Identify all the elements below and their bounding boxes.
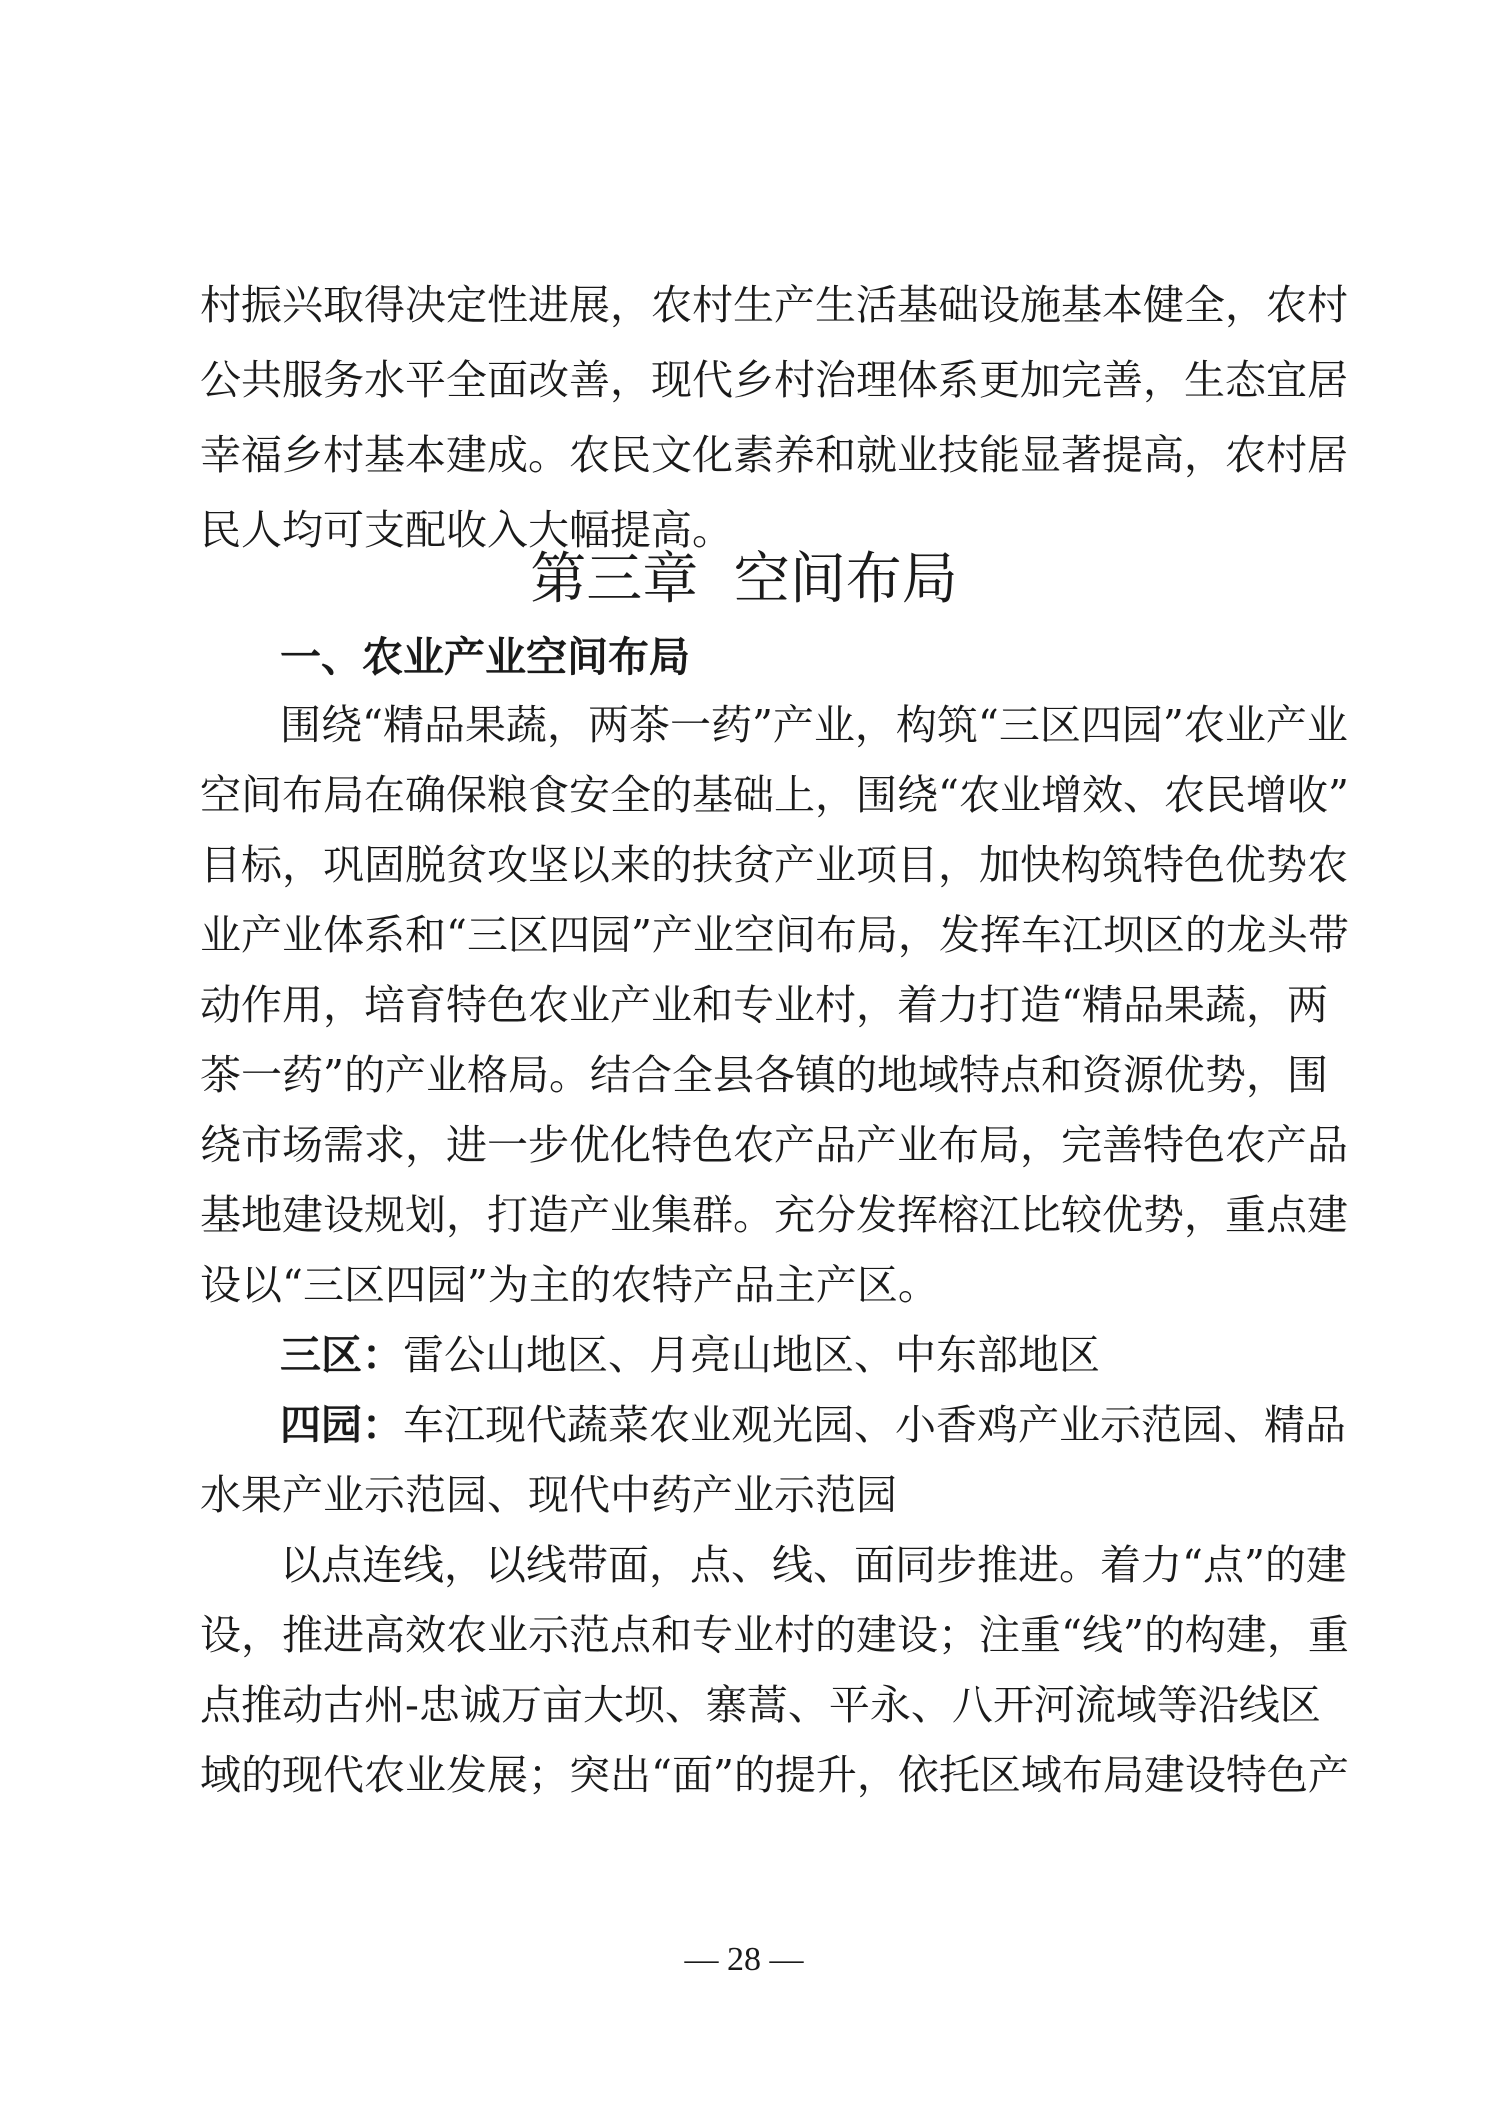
points-line-2: 设，推进高效农业示范点和专业村的建设；注重“线”的构建，重 bbox=[200, 1611, 1349, 1659]
chapter-title: 第三章 空间布局 bbox=[530, 547, 958, 612]
three-zones-label: 三区： bbox=[280, 1331, 403, 1379]
layout-line-4: 业产业体系和“三区四园”产业空间布局，发挥车江坝区的龙头带 bbox=[200, 911, 1349, 959]
layout-line-7: 绕市场需求，进一步优化特色农产品产业布局，完善特色农产品 bbox=[200, 1121, 1348, 1169]
layout-line-2: 空间布局在确保粮食安全的基础上，围绕“农业增效、农民增收” bbox=[200, 771, 1349, 819]
intro-line-3: 幸福乡村基本建成。农民文化素养和就业技能显著提高，农村居 bbox=[200, 431, 1348, 479]
four-parks-text-1: 车江现代蔬菜农业观光园、小香鸡产业示范园、精品 bbox=[403, 1401, 1346, 1449]
layout-line-5: 动作用，培育特色农业产业和专业村，着力打造“精品果蔬，两 bbox=[200, 981, 1328, 1029]
four-parks-label: 四园： bbox=[280, 1401, 403, 1449]
four-parks-line-2: 水果产业示范园、现代中药产业示范园 bbox=[200, 1471, 897, 1519]
intro-line-1: 村振兴取得决定性进展，农村生产生活基础设施基本健全，农村 bbox=[200, 281, 1348, 329]
three-zones-text: 雷公山地区、月亮山地区、中东部地区 bbox=[403, 1331, 1100, 1379]
layout-line-1: 围绕“精品果蔬，两茶一药”产业，构筑“三区四园”农业产业 bbox=[280, 701, 1348, 749]
four-parks-line-1 bbox=[280, 1390, 1346, 1460]
layout-line-9: 设以“三区四园”为主的农特产品主产区。 bbox=[200, 1261, 939, 1309]
layout-line-6: 茶一药”的产业格局。结合全县各镇的地域特点和资源优势，围 bbox=[200, 1051, 1328, 1099]
section-heading: 一、农业产业空间布局 bbox=[280, 633, 690, 681]
page-number: — 28 — bbox=[684, 1941, 804, 1978]
layout-line-8: 基地建设规划，打造产业集群。充分发挥榕江比较优势，重点建 bbox=[200, 1191, 1348, 1239]
points-line-1: 以点连线，以线带面，点、线、面同步推进。着力“点”的建 bbox=[280, 1541, 1347, 1589]
intro-line-2: 公共服务水平全面改善，现代乡村治理体系更加完善，生态宜居 bbox=[200, 356, 1348, 404]
points-line-3: 点推动古州-忠诚万亩大坝、寨蒿、平永、八开河流域等沿线区 bbox=[200, 1681, 1321, 1729]
layout-line-3: 目标，巩固脱贫攻坚以来的扶贫产业项目，加快构筑特色优势农 bbox=[200, 841, 1348, 889]
three-zones-line bbox=[280, 1320, 1305, 1390]
intro-line-4: 民人均可支配收入大幅提高。 bbox=[200, 506, 733, 554]
points-line-4: 域的现代农业发展；突出“面”的提升，依托区域布局建设特色产 bbox=[200, 1751, 1349, 1799]
